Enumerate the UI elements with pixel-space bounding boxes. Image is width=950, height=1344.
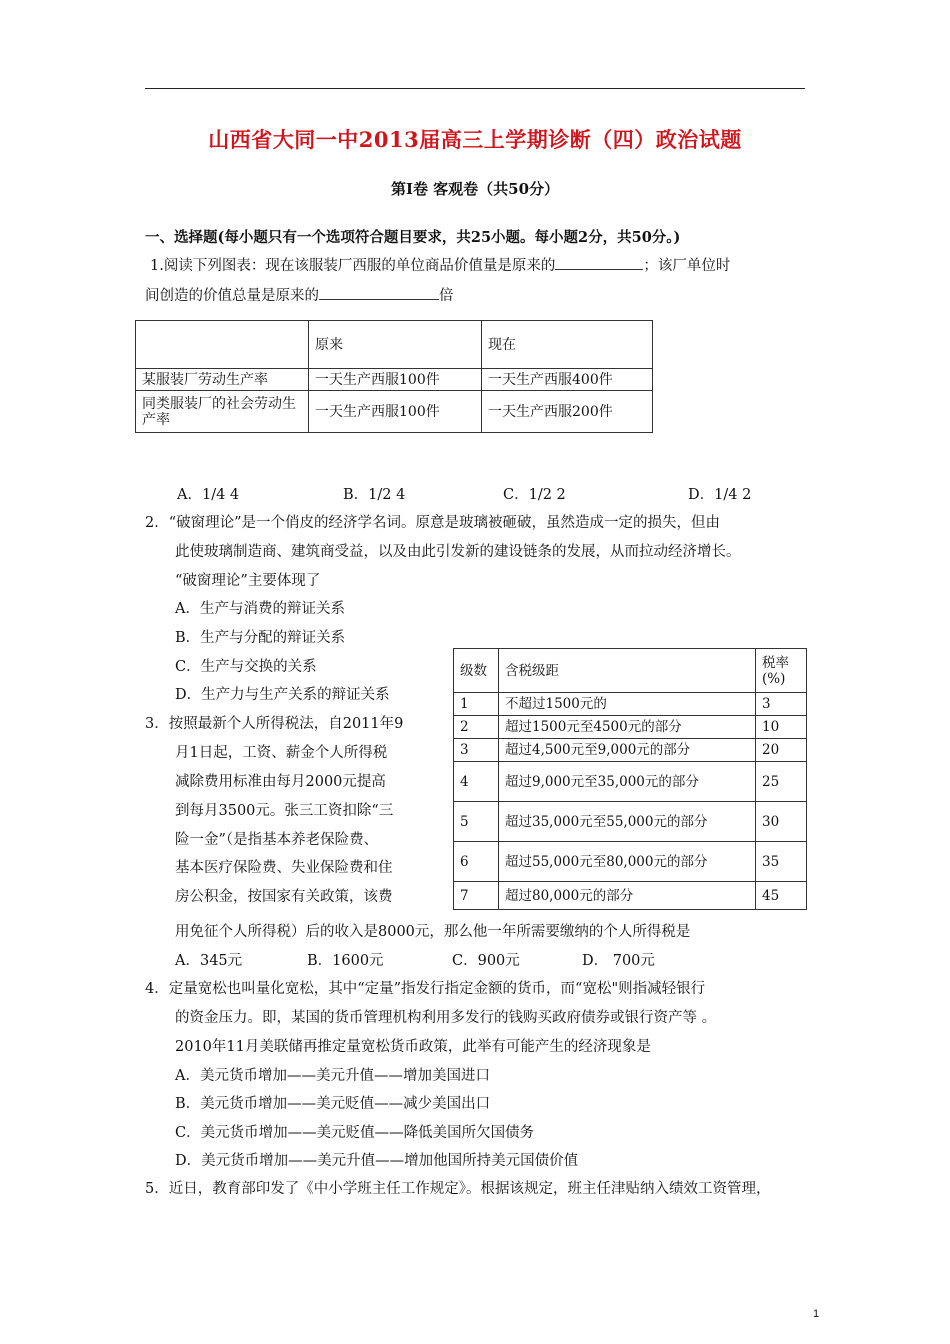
- exam-title: 山西省大同一中2013届高三上学期诊断（四）政治试题: [208, 127, 742, 152]
- q2-line-2: 此使玻璃制造商、建筑商受益，以及由此引发新的建设链条的发展，从而拉动经济增长。: [175, 544, 741, 560]
- q3-line-8: 用免征个人所得税）后的收入是8000元，那么他一年所需要缴纳的个人所得税是: [175, 924, 691, 940]
- q2-option-b: B．生产与分配的辩证关系: [175, 630, 346, 646]
- q1-option-a: A．1/4 4: [177, 487, 240, 503]
- q1-blank-2: [319, 285, 439, 300]
- q1-option-c: C．1/2 2: [503, 487, 566, 503]
- section-heading: 一、选择题(每小题只有一个选项符合题目要求，共25小题。每小题2分，共50分。): [145, 229, 681, 246]
- q3-line-4: 到每月3500元。张三工资扣除“三: [175, 803, 394, 819]
- q3-line-7: 房公积金，按国家有关政策，该费: [175, 889, 393, 905]
- q4-option-a: A．美元货币增加——美元升值——增加美国进口: [175, 1068, 490, 1084]
- q3-line-5: 险一金”（是指基本养老保险费、: [175, 832, 379, 848]
- table-row: 级数 含税级距 税率(%): [454, 649, 807, 693]
- table-row: 1 不超过1500元的 3: [454, 693, 807, 716]
- q2-option-a: A．生产与消费的辩证关系: [175, 601, 345, 617]
- q1-line-1: 1.阅读下列图表：现在该服装厂西服的单位商品价值量是原来的 ；该厂单位时: [150, 255, 730, 276]
- q4-line-3: 2010年11月美联储再推定量宽松货币政策，此举有可能产生的经济现象是: [175, 1039, 651, 1055]
- q3-line-3: 减除费用标准由每月2000元提高: [175, 774, 386, 790]
- table-row: 5 超过35,000元至55,000元的部分 30: [454, 802, 807, 842]
- q4-option-b: B．美元货币增加——美元贬值——减少美国出口: [175, 1096, 491, 1112]
- table-row: 原来 现在: [136, 321, 653, 369]
- table-row: 4 超过9,000元至35,000元的部分 25: [454, 762, 807, 802]
- table-row: 3 超过4,500元至9,000元的部分 20: [454, 739, 807, 762]
- table-row: 7 超过80,000元的部分 45: [454, 882, 807, 910]
- q2-option-c: C．生产与交换的关系: [175, 659, 317, 675]
- q4-option-d: D．美元货币增加——美元升值——增加他国所持美元国债价值: [175, 1153, 579, 1169]
- q1-option-b: B．1/2 4: [343, 487, 406, 503]
- q3-option-a: A．345元: [175, 953, 243, 969]
- q3-option-d: D． 700元: [582, 953, 655, 969]
- table-row: 同类服装厂的社会劳动生产率 一天生产西服100件 一天生产西服200件: [136, 391, 653, 433]
- q3-line-6: 基本医疗保险费、失业保险费和住: [175, 860, 393, 876]
- q2-line-1: 2．“破窗理论”是一个俏皮的经济学名词。原意是玻璃被砸破，虽然造成一定的损失，但由: [145, 515, 721, 531]
- q2-line-3: “破窗理论”主要体现了: [175, 573, 321, 589]
- q3-tax-table: [453, 648, 807, 910]
- table-row: 2 超过1500元至4500元的部分 10: [454, 716, 807, 739]
- q3-option-b: B．1600元: [307, 953, 384, 969]
- q1-option-d: D．1/4 2: [688, 487, 752, 503]
- header-rule: [145, 88, 805, 89]
- q1-blank-1: [555, 255, 643, 270]
- page-number: 1: [813, 1308, 820, 1320]
- table-row: 某服装厂劳动生产率 一天生产西服100件 一天生产西服400件: [136, 369, 653, 391]
- q4-option-c: C．美元货币增加——美元贬值——降低美国所欠国债务: [175, 1125, 535, 1141]
- q5-line-1: 5．近日，教育部印发了《中小学班主任工作规定》。根据该规定，班主任津贴纳入绩效工资管理，: [145, 1181, 771, 1197]
- q3-option-c: C．900元: [452, 953, 520, 969]
- q4-line-1: 4．定量宽松也叫量化宽松，其中“定量”指发行指定金额的货币，而“宽松"则指减轻银行: [145, 981, 706, 997]
- table-row: 6 超过55,000元至80,000元的部分 35: [454, 842, 807, 882]
- q4-line-2: 的资金压力。即，某国的货币管理机构利用多发行的钱购买政府债券或银行资产等 。: [175, 1010, 717, 1026]
- q1-table: [135, 320, 653, 433]
- q3-line-1: 3．按照最新个人所得税法，自2011年9: [145, 716, 404, 732]
- q3-line-2: 月1日起，工资、薪金个人所得税: [175, 745, 388, 761]
- q2-option-d: D．生产力与生产关系的辩证关系: [175, 687, 390, 703]
- q1-line-2: 间创造的价值总量是原来的 倍: [145, 285, 454, 306]
- exam-subtitle: 第Ⅰ卷 客观卷（共50分）: [390, 180, 560, 198]
